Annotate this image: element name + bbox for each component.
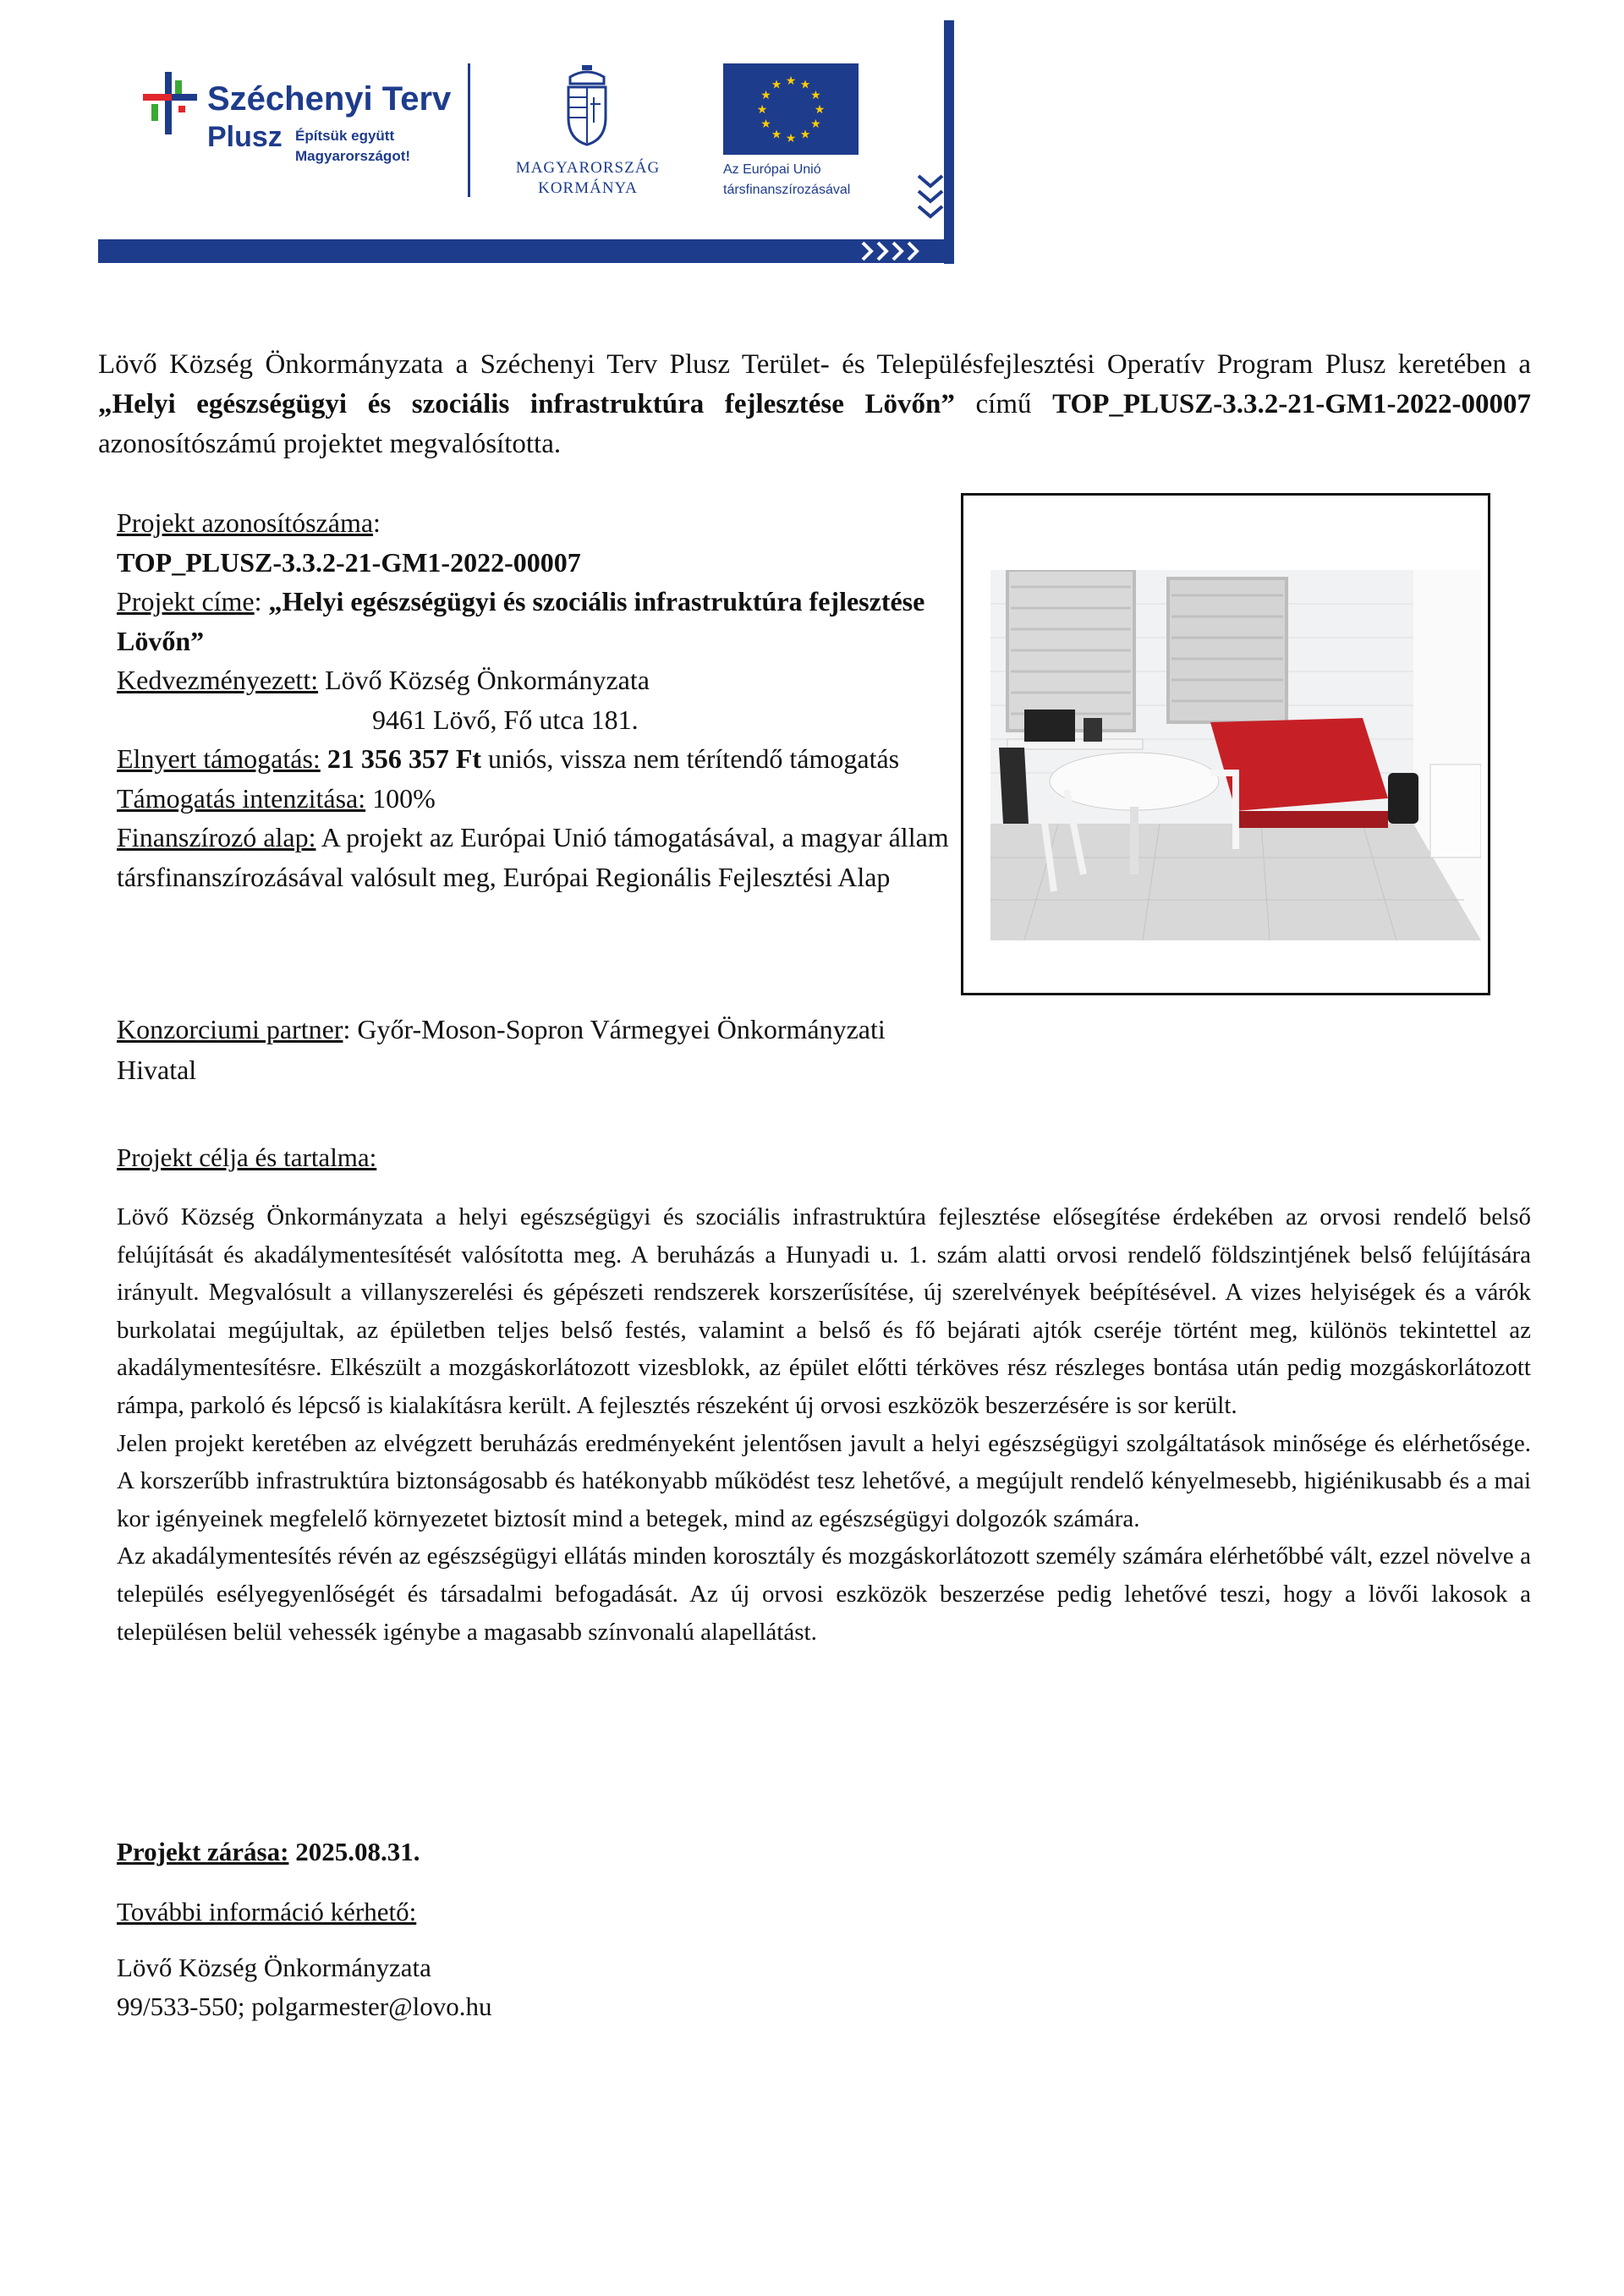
intro-project-id: TOP_PLUSZ-3.3.2-21-GM1-2022-00007 bbox=[1052, 389, 1532, 419]
intensity-label: Támogatás intenzitása: bbox=[117, 782, 366, 814]
fund-label: Finanszírozó alap: bbox=[117, 822, 316, 852]
goal-paragraph-2: Jelen projekt keretében az elvégzett beruházás eredményeként jelentősen javult a helyi egészségügyi szolgáltatások minősége és elérhetősége. A korszerűbb infrastruktúra biztonságosabb és hatékonyabb működést tesz lehetővé, a megújult rendelő kényelmesebb, higiénikusabb és a mai kor igényeinek megfelelő környezetet biztosít mind a betegek, mind az egészségügyi dolgozók számára. bbox=[117, 1429, 1531, 1532]
intro-text-3: azonosítószámú projektet megvalósította. bbox=[98, 429, 562, 459]
intensity-row bbox=[117, 779, 954, 819]
slogan-line-2: Magyarországot! bbox=[295, 148, 411, 164]
banner-side-chevrons-icon bbox=[914, 169, 947, 237]
grant-rest: uniós, vissza nem térítendő támogatás bbox=[488, 743, 900, 774]
closing-date: 2025.08.31. bbox=[295, 1837, 420, 1866]
photo-frame bbox=[961, 493, 1490, 995]
intro-text-1: Lövő Község Önkormányzata a Széchenyi Terv Plusz Terület- és Településfejlesztési Operatív Program Plusz keretében a bbox=[98, 349, 1531, 380]
goal-paragraph-3: Az akadálymentesítés révén az egészségügyi ellátás minden korosztály és mozgáskorlátozott személy számára elérhetőbbé vált, ezzel növelve a település esélyegyenlőségét és társadalmi befogadását. Az új orvosi eszközök beszerzése pedig lehetővé teszi, hogy a lövői lakosok a településen belül vehessék igénybe a magasabb színvonalú alapellátást. bbox=[117, 1543, 1531, 1646]
goal-body bbox=[117, 1198, 1531, 1651]
grant-label: Elnyert támogatás: bbox=[117, 743, 321, 774]
intro-project-title: „Helyi egészségügyi és szociális infrastruktúra fejlesztése Lövőn” bbox=[98, 389, 955, 419]
grant-amount: 21 356 357 Ft bbox=[326, 743, 482, 774]
intensity-value: 100% bbox=[372, 782, 436, 814]
coat-of-arms-icon bbox=[562, 63, 612, 148]
intro-text-2: című bbox=[975, 389, 1032, 419]
intro-paragraph bbox=[98, 345, 1531, 464]
eu-star-icon: ★ bbox=[760, 90, 771, 102]
eu-line-2: társfinanszírozásával bbox=[723, 183, 851, 197]
closing-label: Projekt zárása: bbox=[117, 1837, 289, 1866]
government-text bbox=[508, 158, 668, 199]
consortium-partner bbox=[117, 1009, 954, 1090]
beneficiary-address: 9461 Lövő, Fő utca 181. bbox=[372, 704, 639, 735]
eu-line-1: Az Európai Unió bbox=[723, 162, 821, 177]
project-title-value: „Helyi egészségügyi és szociális infrastruktúra fejlesztése Lövőn” bbox=[117, 586, 925, 656]
project-id-row bbox=[117, 503, 954, 543]
eu-star-icon: ★ bbox=[810, 118, 821, 131]
project-info bbox=[117, 503, 954, 896]
partner-label: Konzorciumi partner bbox=[117, 1014, 343, 1044]
eu-star-icon: ★ bbox=[785, 75, 797, 88]
eu-text bbox=[723, 160, 918, 200]
szechenyi-cross-icon bbox=[140, 72, 200, 140]
eu-star-icon: ★ bbox=[810, 90, 821, 102]
project-id-colon: : bbox=[373, 507, 381, 538]
contact-org: Lövő Község Önkormányzata bbox=[117, 1953, 431, 1982]
project-id-label: Projekt azonosítószáma bbox=[117, 507, 374, 538]
more-info-heading: További információ kérhető: bbox=[117, 1897, 417, 1926]
szechenyi-slogan bbox=[295, 126, 431, 167]
eu-logo bbox=[723, 63, 905, 207]
eu-flag-icon bbox=[723, 63, 859, 155]
eu-star-icon: ★ bbox=[785, 133, 797, 145]
partner-colon: : bbox=[343, 1014, 351, 1044]
gov-line-2: KORMÁNYA bbox=[538, 179, 638, 197]
project-id-value: TOP_PLUSZ-3.3.2-21-GM1-2022-00007 bbox=[117, 546, 581, 578]
goal-paragraph-1: Lövő Község Önkormányzata a helyi egészségügyi és szociális infrastruktúra fejlesztése elősegítése érdekében az orvosi rendelő belső felújítását és akadálymentesítését valósította meg. A beruházás a Hunyadi u. 1. szám alatti orvosi rendelő földszintjének belső felújítására irányult. Megvalósult a villanyszerelési és gépészeti rendszerek korszerűsítése, új szerelvények beépítésével. A vizes helyiségek és a várók burkolatai megújultak, az épületben teljes belső festés, valamint a belső és fő bejárati ajtók cseréje történt meg, különös tekintettel az akadálymentesítésre. Elkészült a mozgáskorlátozott vizesblokk, az épület előtti térköves rész részleges bontása után pedig mozgáskorlátozott rámpa, parkoló és lépcső is kialakításra került. A fejlesztés részeként új orvosi eszközök beszerzésére is sor került. bbox=[117, 1203, 1531, 1419]
contact-details: 99/533-550; polgarmester@lovo.hu bbox=[117, 1992, 492, 2021]
grant-row bbox=[117, 739, 954, 779]
eu-star-icon: ★ bbox=[799, 79, 811, 92]
szechenyi-title: Széchenyi Terv bbox=[207, 80, 452, 118]
goal-heading: Projekt célja és tartalma: bbox=[117, 1143, 377, 1172]
project-title-colon: : bbox=[254, 586, 262, 616]
eu-star-icon: ★ bbox=[799, 129, 811, 142]
project-title-label: Projekt címe bbox=[117, 586, 255, 616]
partner-value: Győr-Moson-Sopron Vármegyei Önkormányzati Hivatal bbox=[117, 1014, 886, 1085]
gov-line-1: MAGYARORSZÁG bbox=[515, 159, 661, 177]
szechenyi-terv-logo bbox=[140, 72, 452, 190]
contact-block bbox=[117, 1948, 492, 2026]
eu-star-icon: ★ bbox=[756, 104, 768, 117]
eu-star-icon: ★ bbox=[771, 79, 782, 92]
eu-star-icon: ★ bbox=[771, 129, 782, 142]
clinic-room-photo bbox=[990, 570, 1481, 940]
banner-bottom-bar bbox=[98, 239, 954, 263]
fund-value: A projekt az Európai Unió támogatásával, a magyar állam társfinanszírozásával valósult meg, Európai Regionális Fejlesztési Alap bbox=[117, 822, 949, 892]
beneficiary-label: Kedvezményezett: bbox=[117, 665, 319, 695]
project-title-row bbox=[117, 582, 954, 660]
eu-star-icon: ★ bbox=[814, 104, 826, 117]
logo-divider bbox=[468, 63, 470, 197]
fund-row bbox=[117, 818, 954, 896]
beneficiary-value: Lövő Község Önkormányzata bbox=[325, 665, 650, 695]
government-logo bbox=[508, 63, 668, 207]
slogan-line-1: Építsük együtt bbox=[295, 128, 395, 144]
szechenyi-plus: Plusz bbox=[207, 121, 283, 153]
banner-chevrons-icon bbox=[846, 239, 954, 263]
project-closing bbox=[117, 1833, 420, 1871]
beneficiary-row bbox=[117, 660, 954, 739]
eu-star-icon: ★ bbox=[760, 118, 771, 131]
